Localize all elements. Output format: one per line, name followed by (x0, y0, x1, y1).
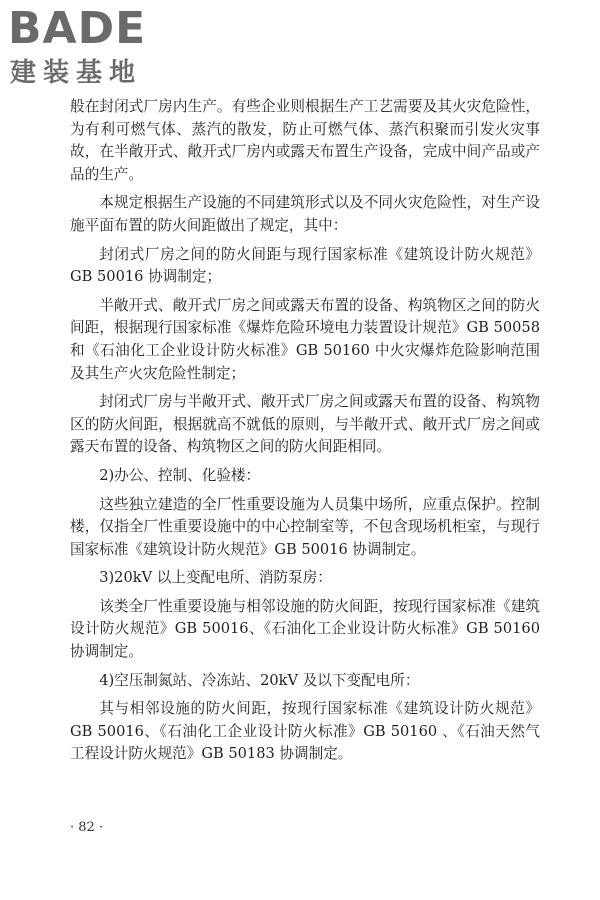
page-number: · 82 · (70, 820, 104, 835)
paragraph: 般在封闭式厂房内生产。有些企业则根据生产工艺需要及其火灾危险性，为有利可燃气体、蒸汽的散发，防止可燃气体、蒸汽积聚而引发火灾事故，在半敞开式、敞开式厂房内或露天布置生产设备，完成中间产品或产品的生产。 (70, 98, 540, 183)
paragraph: 其与相邻设施的防火间距，按现行国家标准《建筑设计防火规范》GB 50016、《石油化工企业设计防火标准》GB 50160 、《石油天然气工程设计防火规范》GB 50183 协调制定。 (70, 700, 540, 763)
paragraph: 封闭式厂房之间的防火间距与现行国家标准《建筑设计防火规范》GB 50016 协调制定； (70, 245, 540, 286)
logo (8, 4, 178, 94)
paragraph: 该类全厂性重要设施与相邻设施的防火间距，按现行国家标准《建筑设计防火规范》GB 50016、《石油化工企业设计防火标准》GB 50160 协调制定。 (70, 597, 540, 661)
page-body (70, 96, 540, 772)
logo-word: BADE (8, 3, 147, 54)
section-heading: 2)办公、控制、化验楼： (99, 466, 261, 484)
logo-subtitle: 建装基地 (10, 58, 143, 88)
section-heading: 3)20kV 以上变配电所、消防泵房： (99, 569, 332, 587)
paragraph: 封闭式厂房与半敞开式、敞开式厂房之间或露天布置的设备、构筑物区的防火间距，根据就高不就低的原则，与半敞开式、敞开式厂房之间或露天布置的设备、构筑物区之间的防火间距相同。 (70, 393, 540, 456)
paragraph: 半敞开式、敞开式厂房之间或露天布置的设备、构筑物区之间的防火间距，根据现行国家标准《爆炸危险环境电力装置设计规范》GB 50058 和《石油化工企业设计防火标准》GB 50160 中火灾爆炸危险影响范围及其生产火灾危险性制定； (70, 296, 540, 382)
paragraph: 这些独立建造的全厂性重要设施为人员集中场所，应重点保护。控制楼，仅指全厂性重要设施中的中心控制室等，不包含现场机柜室，与现行国家标准《建筑设计防火规范》GB 50016 协调制定。 (70, 495, 540, 558)
paragraph: 本规定根据生产设施的不同建筑形式以及不同火灾危险性，对生产设施平面布置的防火间距做出了规定，其中： (70, 194, 540, 234)
section-heading: 4)空压制氮站、冷冻站、20kV 及以下变配电所： (99, 671, 420, 689)
